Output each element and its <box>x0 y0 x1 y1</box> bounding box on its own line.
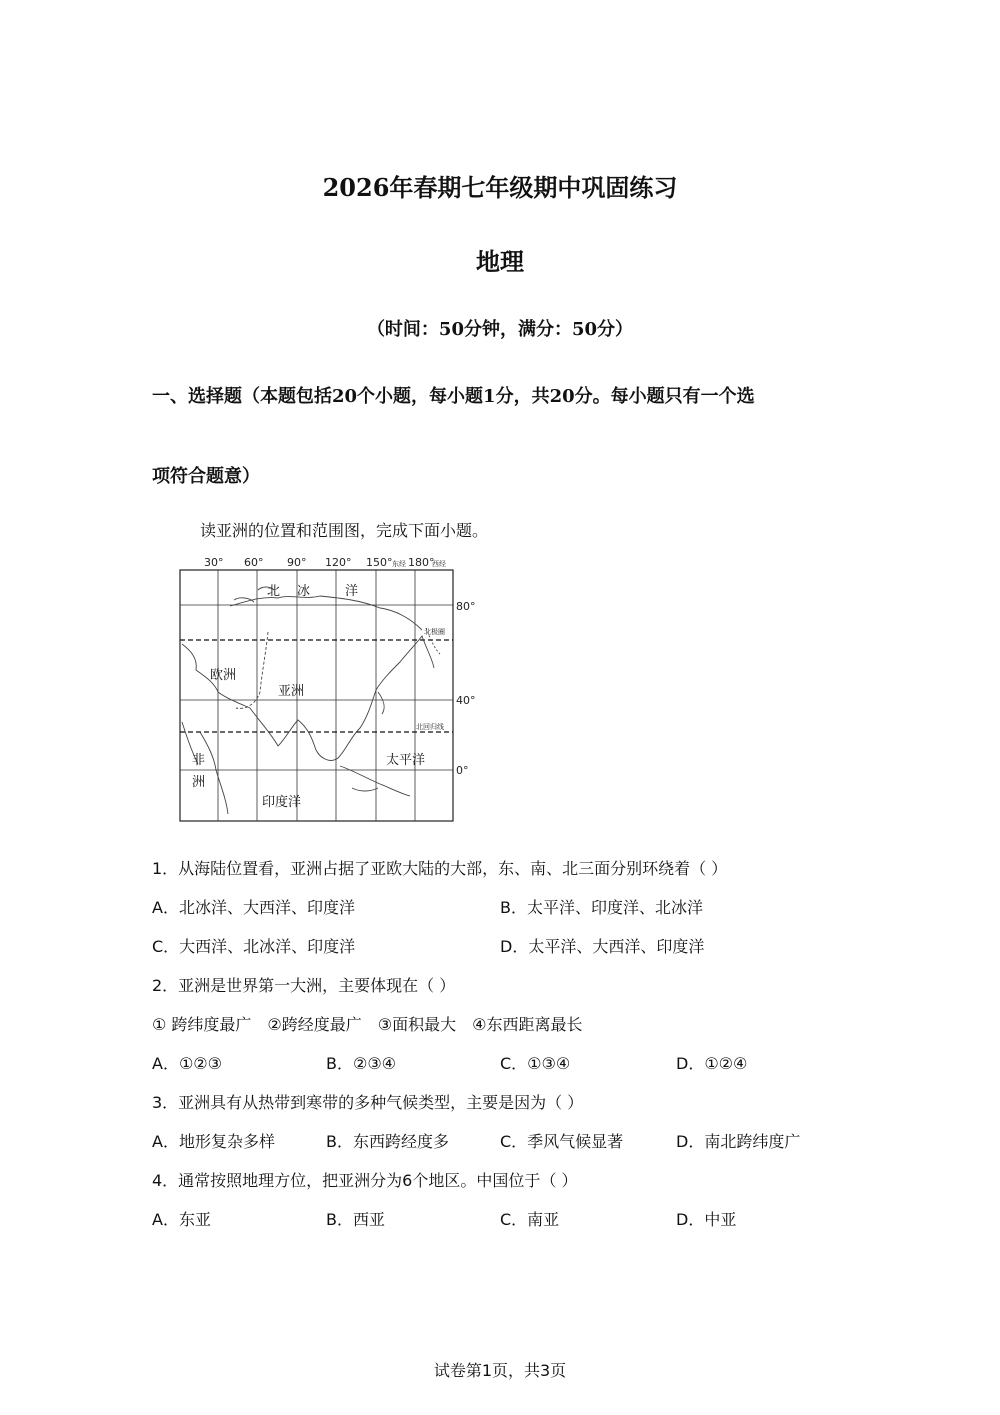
question-1-stem: 1．从海陆位置看，亚洲占据了亚欧大陆的大部，东、南、北三面分别环绕着（ ） <box>152 859 728 878</box>
lon-label-60: 60° <box>244 556 264 569</box>
exam-title: 2026年春期七年级期中巩固练习 <box>322 173 678 202</box>
page-footer: 试卷第1页，共3页 <box>433 1361 567 1380</box>
lat-label-40: 40° <box>456 694 476 707</box>
q1-option-d[interactable]: D．太平洋、大西洋、印度洋 <box>500 937 705 956</box>
q2-option-a[interactable]: A．①②③ <box>152 1054 222 1073</box>
label-arctic-3: 洋 <box>345 584 359 599</box>
label-europe: 欧洲 <box>210 668 237 683</box>
lat-label-0: 0° <box>456 764 469 777</box>
q3-option-c[interactable]: C．季风气候显著 <box>500 1132 624 1151</box>
lon-label-180: 180° <box>408 556 435 569</box>
exam-info: （时间：50分钟，满分：50分） <box>366 319 634 340</box>
lon-label-150: 150° <box>366 556 393 569</box>
question-2-stem: 2．亚洲是世界第一大洲，主要体现在（ ） <box>152 976 456 995</box>
question-3-stem: 3．亚洲具有从热带到寒带的多种气候类型，主要是因为（ ） <box>152 1093 584 1112</box>
label-indian: 印度洋 <box>262 795 302 810</box>
q3-option-b[interactable]: B．东西跨经度多 <box>326 1132 449 1151</box>
label-arctic-2: 冰 <box>297 584 311 599</box>
label-pacific: 太平洋 <box>386 753 426 768</box>
subject-title: 地理 <box>476 247 524 276</box>
map-intro: 读亚洲的位置和范围图，完成下面小题。 <box>200 521 489 540</box>
map-frame <box>180 570 453 821</box>
right-labels <box>416 600 476 777</box>
lon-label-90: 90° <box>287 556 307 569</box>
q4-option-d[interactable]: D．中亚 <box>676 1210 737 1229</box>
top-labels <box>204 556 446 569</box>
tropic-of-cancer-label: 北回归线 <box>416 723 444 731</box>
q3-option-d[interactable]: D．南北跨纬度广 <box>676 1132 801 1151</box>
lon-label-east: 东经 <box>392 560 406 568</box>
lon-label-west: 西经 <box>432 560 446 568</box>
q4-option-c[interactable]: C．南亚 <box>500 1210 560 1229</box>
section-heading-line1: 一、选择题（本题包括20个小题，每小题1分，共20分。每小题只有一个选 <box>152 386 755 407</box>
q1-option-a[interactable]: A．北冰洋、大西洋、印度洋 <box>152 898 355 917</box>
q2-option-b[interactable]: B．②③④ <box>326 1054 397 1073</box>
question-2-statements: ① 跨纬度最广 ②跨经度最广 ③面积最大 ④东西距离最长 <box>152 1015 583 1034</box>
label-asia: 亚洲 <box>278 684 305 699</box>
dashed-circles <box>180 640 453 732</box>
q4-option-b[interactable]: B．西亚 <box>326 1210 385 1229</box>
q2-option-c[interactable]: C．①③④ <box>500 1054 571 1073</box>
lat-label-80: 80° <box>456 600 476 613</box>
label-africa-2: 洲 <box>192 775 206 790</box>
question-4-stem: 4．通常按照地理方位，把亚洲分为6个地区。中国位于（ ） <box>152 1171 578 1190</box>
q4-option-a[interactable]: A．东亚 <box>152 1210 211 1229</box>
q1-option-b[interactable]: B．太平洋、印度洋、北冰洋 <box>500 898 703 917</box>
q2-option-d[interactable]: D．①②④ <box>676 1054 748 1073</box>
label-africa-1: 非 <box>192 753 206 768</box>
lon-label-120: 120° <box>325 556 352 569</box>
asia-map <box>170 552 476 830</box>
coastlines <box>182 587 440 814</box>
q3-option-a[interactable]: A．地形复杂多样 <box>152 1132 275 1151</box>
lon-label-30: 30° <box>204 556 224 569</box>
section-heading-line2: 项符合题意） <box>152 466 260 487</box>
q1-option-c[interactable]: C．大西洋、北冰洋、印度洋 <box>152 937 356 956</box>
grid-lines <box>180 570 453 821</box>
label-arctic-1: 北 <box>267 584 281 599</box>
arctic-circle-label: 北极圈 <box>424 628 445 636</box>
